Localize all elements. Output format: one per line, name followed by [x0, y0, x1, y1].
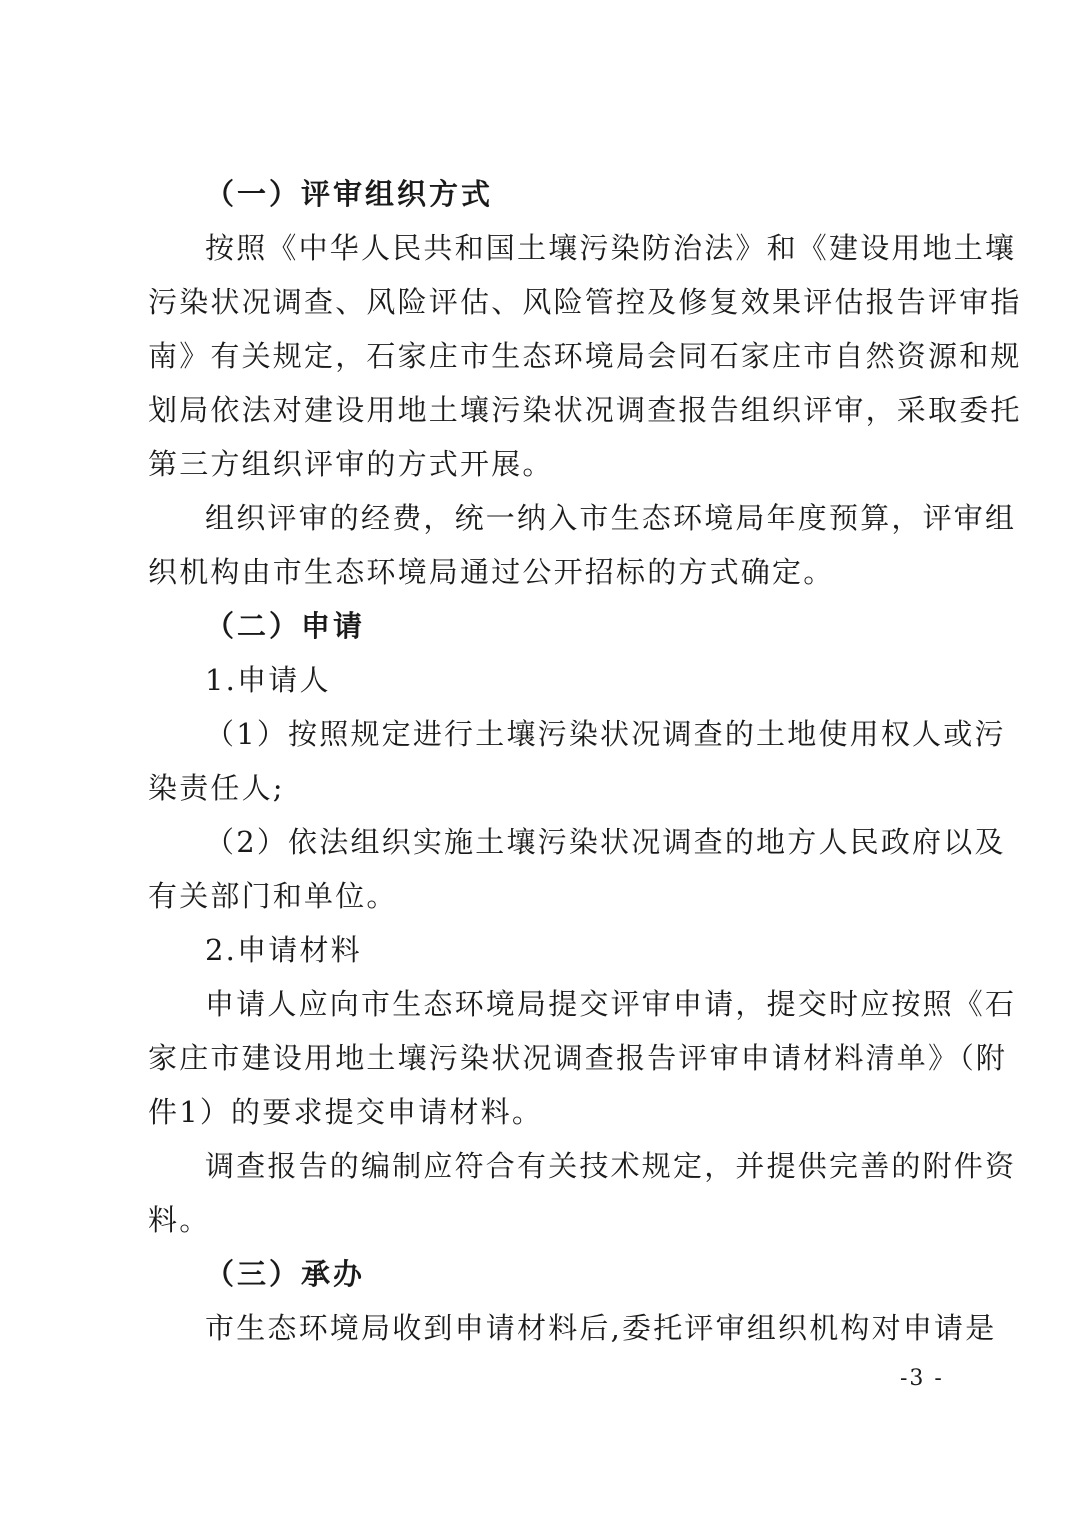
subsection-title-materials: 2.申请材料	[205, 933, 362, 967]
paragraph-line: 第三方组织评审的方式开展。	[148, 447, 554, 481]
list-item-line: 染责任人;	[148, 771, 285, 805]
list-item-line: 有关部门和单位。	[148, 879, 398, 913]
paragraph-line: 南》有关规定，石家庄市生态环境局会同石家庄市自然资源和规	[148, 339, 1022, 373]
paragraph-line: 组织评审的经费，统一纳入市生态环境局年度预算，评审组	[205, 501, 1017, 535]
section-heading-review-organization: （一）评审组织方式	[205, 177, 494, 211]
paragraph-line: 家庄市建设用地土壤污染状况调查报告评审申请材料清单》（附	[148, 1041, 1008, 1075]
subsection-title-applicant: 1.申请人	[205, 663, 331, 697]
paragraph-line: 按照《中华人民共和国土壤污染防治法》和《建设用地土壤	[205, 231, 1017, 265]
paragraph-line: 划局依法对建设用地土壤污染状况调查报告组织评审，采取委托	[148, 393, 1022, 427]
section-heading-handling: （三）承办	[205, 1257, 366, 1291]
paragraph-line: 料。	[148, 1203, 211, 1237]
section-heading-application: （二）申请	[205, 609, 366, 643]
page-number: -3 -	[900, 1366, 944, 1391]
paragraph-line: 污染状况调查、风险评估、风险管控及修复效果评估报告评审指	[148, 285, 1022, 319]
paragraph-line: 市生态环境局收到申请材料后,委托评审组织机构对申请是	[205, 1311, 997, 1345]
list-item-line: （1）按照规定进行土壤污染状况调查的土地使用权人或污	[205, 717, 1006, 751]
paragraph-line: 织机构由市生态环境局通过公开招标的方式确定。	[148, 555, 835, 589]
paragraph-line: 调查报告的编制应符合有关技术规定，并提供完善的附件资	[205, 1149, 1017, 1183]
list-item-line: （2）依法组织实施土壤污染状况调查的地方人民政府以及	[205, 825, 1006, 859]
paragraph-line: 件1）的要求提交申请材料。	[148, 1095, 544, 1129]
paragraph-line: 申请人应向市生态环境局提交评审申请，提交时应按照《石	[205, 987, 1017, 1021]
